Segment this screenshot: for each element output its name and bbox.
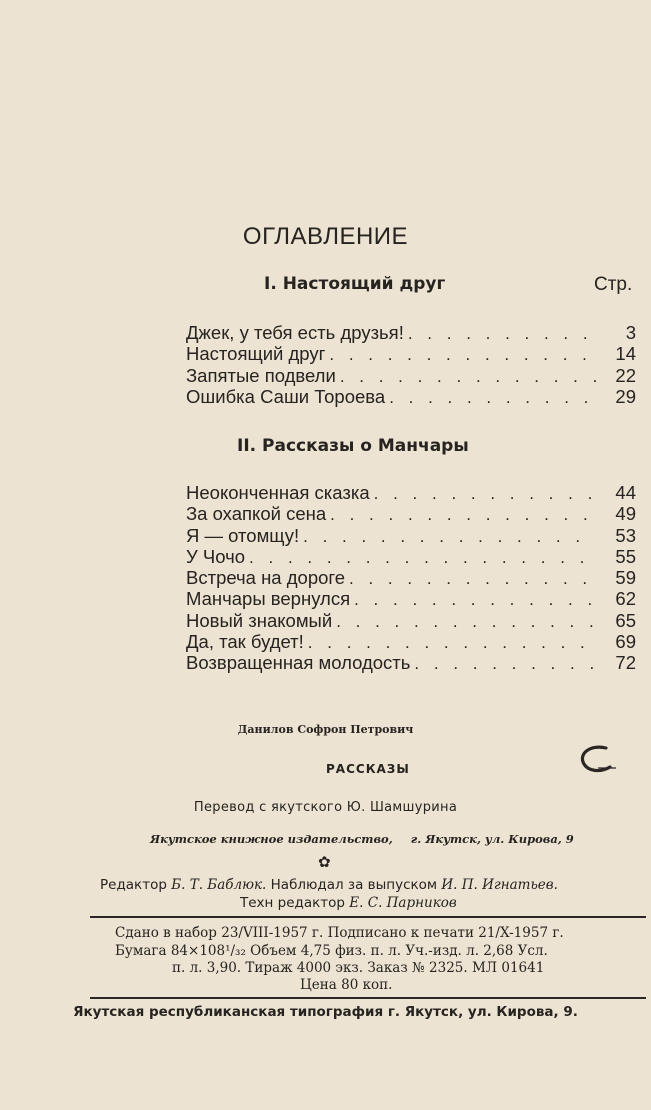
toc-entry-page: 3 (625, 322, 636, 343)
book-title: РАССКАЗЫ (326, 762, 410, 776)
toc-section-2 (186, 482, 636, 674)
toc-entry (186, 546, 636, 567)
toc-entry-page: 62 (615, 588, 636, 610)
publisher-line (150, 832, 574, 846)
toc-entry (186, 525, 636, 546)
publisher-name: Якутское книжное издательство, (150, 832, 393, 846)
leader-dots (330, 504, 596, 525)
toc-entry-page: 14 (615, 343, 636, 365)
toc-entry-title: Запятые подвели (186, 364, 336, 386)
leader-dots (303, 526, 596, 547)
toc-entry-page: 29 (615, 385, 636, 407)
imprint-line: Сдано в набор 23/VIII-1957 г. Подписано к печати 21/X-1957 г. (115, 925, 564, 941)
leader-dots (249, 547, 596, 568)
publisher-address: г. Якутск, ул. Кирова, 9 (410, 832, 574, 846)
toc-entry-title: Да, так будет! (186, 631, 304, 653)
contents-heading: ОГЛАВЛЕНИЕ (242, 223, 409, 250)
leader-dots (340, 366, 596, 387)
page-column-label: Стр. (594, 274, 633, 295)
toc-entry-page: 44 (615, 482, 636, 503)
toc-entry-title: Встреча на дороге (186, 567, 346, 589)
leader-dots (349, 568, 596, 589)
toc-entry (186, 588, 636, 609)
toc-entry-title: Настоящий друг (186, 343, 326, 365)
toc-entry-page: 65 (615, 609, 636, 631)
supervisor-label: Наблюдал за выпуском (270, 877, 438, 893)
ornament-icon: ✿ (318, 853, 331, 871)
toc-entry-page: 69 (615, 631, 636, 653)
toc-entry (186, 322, 636, 343)
toc-entry-page: 55 (615, 545, 636, 567)
printer-credit: Якутская республиканская типография г. Якутск, ул. Кирова, 9. (73, 1004, 578, 1020)
toc-entry-page: 59 (615, 567, 636, 589)
section-title-2: II. Рассказы о Манчары (237, 436, 469, 456)
toc-entry (186, 652, 636, 673)
toc-entry (186, 343, 636, 364)
imprint-line: Цена 80 коп. (300, 977, 393, 993)
leader-dots (336, 611, 596, 632)
toc-entry-title: Новый знакомый (186, 609, 333, 631)
toc-entry-page: 22 (615, 364, 636, 386)
toc-entry-title: Ошибка Саши Тороева (186, 385, 386, 407)
tech-editor-name: Е. С. Парников (349, 895, 457, 911)
editor-name: Б. Т. Баблюк. (171, 877, 267, 893)
toc-entry (186, 631, 636, 652)
toc-entry (186, 482, 636, 503)
leader-dots (389, 387, 596, 408)
translation-credit: Перевод с якутского Ю. Шамшурина (193, 800, 458, 815)
toc-entry-title: Манчары вернулся (186, 588, 351, 610)
leader-dots (414, 653, 596, 674)
toc-entry-page: 49 (615, 503, 636, 525)
toc-entry-title: У Чочо (186, 545, 246, 567)
imprint-line: п. л. 3,90. Тираж 4000 экз. Заказ № 2325. МЛ 01641 (172, 960, 545, 976)
toc-entry (186, 386, 636, 407)
imprint-line: Бумага 84×108¹/₃₂ Объем 4,75 физ. п. л. Уч.-изд. л. 2,68 Усл. (115, 943, 548, 959)
leader-dots (408, 323, 596, 344)
editors-line (100, 877, 558, 893)
toc-section-1 (186, 322, 636, 407)
publisher-logo-icon (576, 742, 622, 778)
toc-entry (186, 503, 636, 524)
tech-editor-label: Техн редактор (240, 895, 345, 911)
toc-entry-title: Неоконченная сказка (186, 482, 370, 503)
toc-entry-title: Джек, у тебя есть друзья! (186, 322, 404, 343)
author-name: Данилов Софрон Петрович (237, 723, 414, 736)
supervisor-name: И. П. Игнатьев. (441, 877, 558, 893)
toc-entry-title: Возвращенная молодость (186, 652, 411, 674)
leader-dots (354, 589, 596, 610)
toc-entry-page: 72 (615, 652, 636, 674)
leader-dots (374, 483, 596, 504)
toc-entry-page: 53 (615, 524, 636, 546)
toc-entry (186, 567, 636, 588)
leader-dots (329, 344, 596, 365)
section-title-1: I. Настоящий друг (264, 274, 446, 294)
divider (90, 916, 646, 918)
toc-entry-title: За охапкой сена (186, 503, 327, 525)
toc-entry-title: Я — отомщу! (186, 524, 300, 546)
leader-dots (308, 632, 596, 653)
toc-entry (186, 365, 636, 386)
editor-label: Редактор (100, 877, 167, 893)
tech-editor-line (240, 895, 457, 911)
toc-entry (186, 610, 636, 631)
divider (90, 997, 646, 999)
